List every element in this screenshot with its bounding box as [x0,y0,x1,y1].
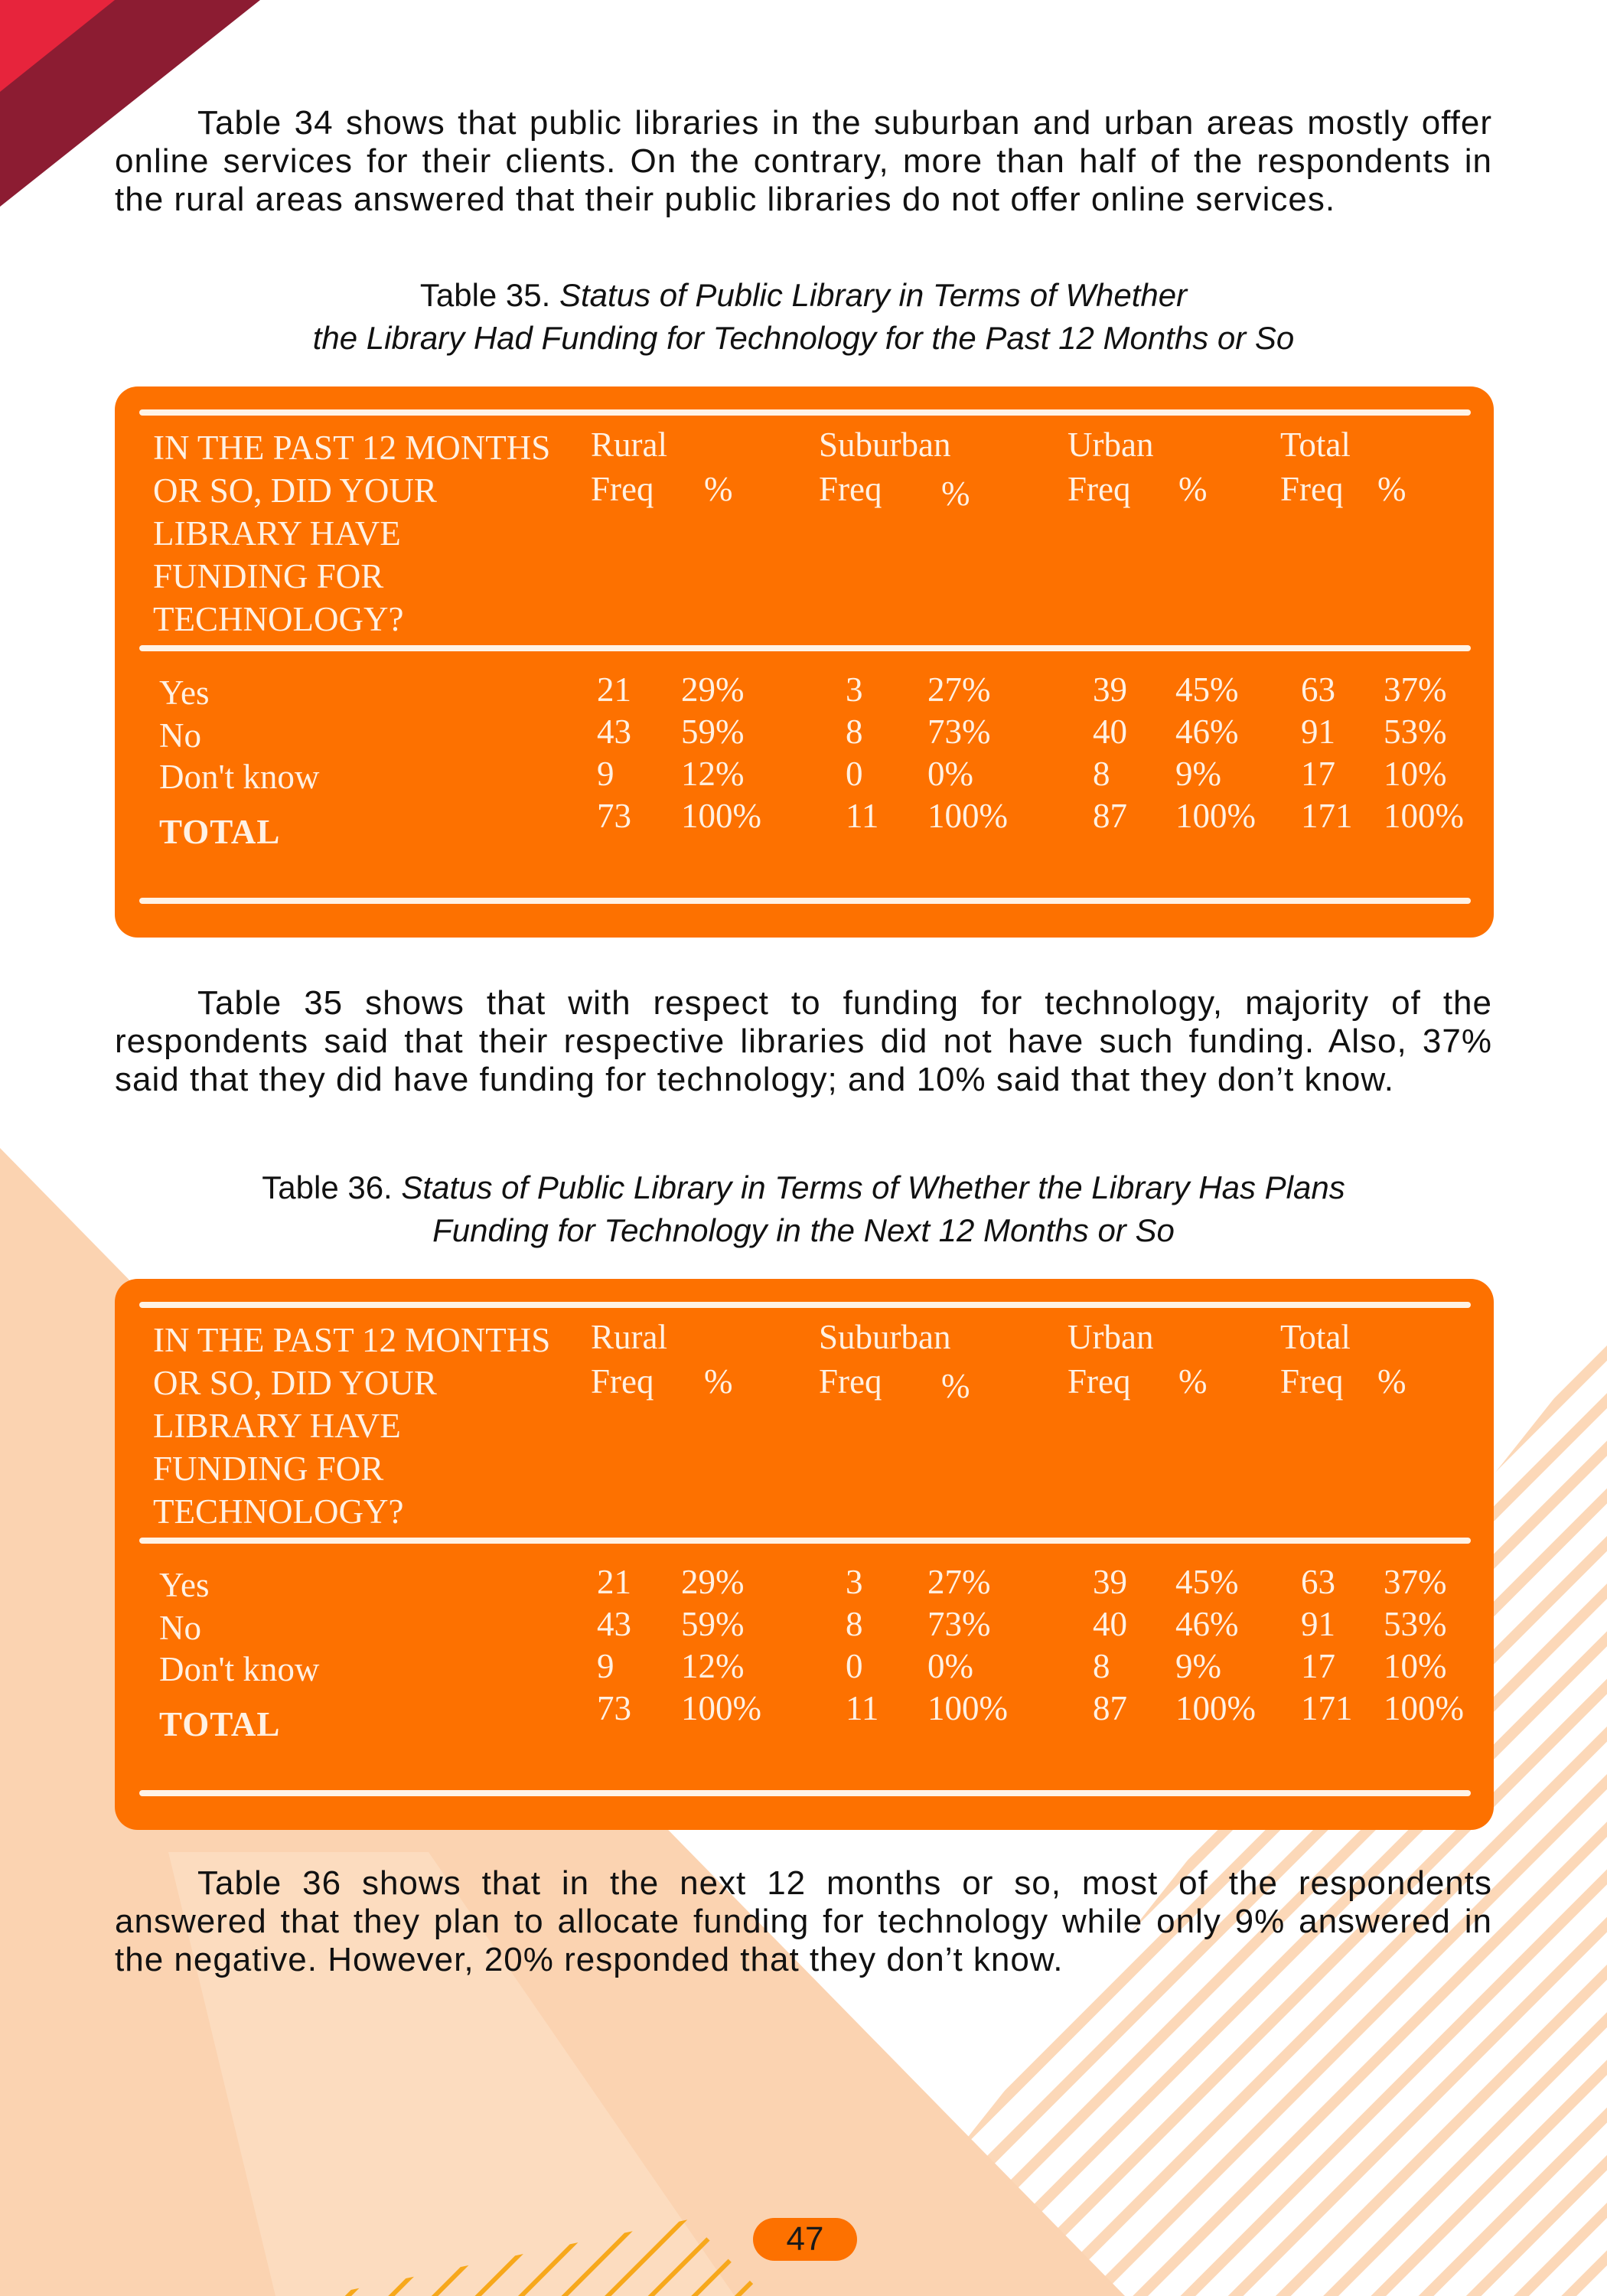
table-rule [139,645,1471,651]
freq-header: Freq [591,1362,654,1401]
freq-cell: 9 [597,755,614,793]
caption-title: Status of Public Library in Terms of Whether [559,277,1188,313]
percent-header: % [941,1367,970,1405]
percent-cell: 100% [681,1689,761,1727]
percent-header: % [704,470,733,508]
freq-cell: 11 [846,1689,879,1727]
freq-cell: 40 [1093,713,1127,751]
freq-cell: 17 [1301,1647,1335,1685]
freq-cell: 3 [846,1563,863,1601]
freq-cell: 0 [846,1647,863,1685]
row-label: No [159,716,201,755]
percent-cell: 9% [1175,1647,1221,1685]
row-label: Yes [159,673,210,712]
freq-cell: 40 [1093,1605,1127,1643]
freq-cell: 43 [597,1605,631,1643]
row-label: No [159,1609,201,1647]
percent-cell: 100% [1175,1689,1256,1727]
column-group-header: Rural [591,426,667,464]
paragraph-text: Table 35 shows that with respect to funding for technology, majority of the respondents said that their respective libraries did not have such funding. Also, 37% said that they did have funding for technology; and 10% said that they don’t know. [115,984,1492,1098]
paragraph-table-36 [115,1864,1492,1979]
table-36-caption [115,1166,1492,1252]
freq-cell: 171 [1301,797,1353,835]
table-question: IN THE PAST 12 MONTHS OR SO, DID YOUR LIBRARY HAVE FUNDING FOR TECHNOLOGY? [153,1321,551,1531]
freq-cell: 21 [597,1563,631,1601]
caption-line: the Library Had Funding for Technology for the Past 12 Months or So [312,320,1295,356]
column-group-header: Urban [1068,1318,1154,1356]
percent-cell: 100% [927,1689,1008,1727]
caption-title: Status of Public Library in Terms of Whether the Library Has Plans [401,1169,1345,1205]
freq-header: Freq [819,1362,882,1401]
column-group-header: Urban [1068,426,1154,464]
table-rule [139,1790,1471,1796]
freq-cell: 9 [597,1647,614,1685]
paragraph-table-35 [115,984,1492,1099]
percent-cell: 53% [1384,1605,1447,1643]
freq-header: Freq [1280,470,1344,508]
percent-cell: 46% [1175,713,1239,751]
percent-cell: 0% [927,755,973,793]
freq-cell: 63 [1301,670,1335,709]
column-group-header: Total [1280,426,1351,464]
freq-cell: 3 [846,670,863,709]
row-label: Yes [159,1566,210,1604]
freq-cell: 11 [846,797,879,835]
percent-cell: 0% [927,1647,973,1685]
freq-cell: 8 [1093,1647,1110,1685]
percent-cell: 100% [681,797,761,835]
table-rule [139,1538,1471,1544]
freq-cell: 8 [846,713,863,751]
column-group-header: Suburban [819,426,951,464]
freq-cell: 0 [846,755,863,793]
percent-cell: 12% [681,755,745,793]
caption-label: Table 35. [419,277,551,313]
percent-header: % [941,475,970,513]
percent-cell: 10% [1384,1647,1447,1685]
freq-cell: 39 [1093,670,1127,709]
paragraph-text: Table 36 shows that in the next 12 months or so, most of the respondents answered that they plan to allocate funding for technology while only 9% answered in the negative. However, 20% responded that they don’t know. [115,1864,1492,1978]
table-35-caption [115,274,1492,360]
percent-cell: 27% [927,670,991,709]
percent-cell: 59% [681,713,745,751]
table-35 [115,386,1494,938]
percent-header: % [1377,470,1407,508]
percent-cell: 73% [927,1605,991,1643]
percent-cell: 10% [1384,755,1447,793]
freq-cell: 8 [846,1605,863,1643]
freq-cell: 43 [597,713,631,751]
percent-cell: 59% [681,1605,745,1643]
freq-cell: 63 [1301,1563,1335,1601]
table-rule [139,1302,1471,1308]
freq-header: Freq [1068,470,1131,508]
percent-cell: 37% [1384,670,1447,709]
percent-header: % [1377,1362,1407,1401]
column-group-header: Suburban [819,1318,951,1356]
percent-cell: 46% [1175,1605,1239,1643]
caption-label: Table 36. [262,1169,393,1205]
percent-cell: 100% [1384,1689,1464,1727]
page-number: 47 [753,2218,857,2261]
freq-cell: 21 [597,670,631,709]
percent-cell: 100% [927,797,1008,835]
table-rule [139,898,1471,904]
freq-header: Freq [1068,1362,1131,1401]
freq-cell: 91 [1301,1605,1335,1643]
percent-cell: 27% [927,1563,991,1601]
row-label: Don't know [159,1650,320,1688]
percent-cell: 53% [1384,713,1447,751]
caption-line: Funding for Technology in the Next 12 Months or So [432,1212,1175,1248]
freq-header: Freq [1280,1362,1344,1401]
percent-cell: 100% [1384,797,1464,835]
freq-cell: 87 [1093,1689,1127,1727]
column-group-header: Rural [591,1318,667,1356]
column-group-header: Total [1280,1318,1351,1356]
paragraph-text: Table 34 shows that public libraries in the suburban and urban areas mostly offer online services for their clients. On the contrary, more than half of the respondents in the rural areas answered that their public libraries do not offer online services. [115,104,1492,218]
table-question: IN THE PAST 12 MONTHS OR SO, DID YOUR LIBRARY HAVE FUNDING FOR TECHNOLOGY? [153,429,551,638]
percent-cell: 100% [1175,797,1256,835]
table-rule [139,409,1471,416]
percent-cell: 29% [681,1563,745,1601]
percent-cell: 45% [1175,670,1239,709]
percent-cell: 73% [927,713,991,751]
freq-cell: 73 [597,1689,631,1727]
freq-cell: 8 [1093,755,1110,793]
freq-cell: 39 [1093,1563,1127,1601]
percent-cell: 37% [1384,1563,1447,1601]
row-label: Don't know [159,758,320,796]
freq-cell: 91 [1301,713,1335,751]
total-row-label: TOTAL [159,1705,281,1743]
percent-cell: 12% [681,1647,745,1685]
percent-cell: 29% [681,670,745,709]
freq-cell: 17 [1301,755,1335,793]
table-36 [115,1279,1494,1830]
freq-header: Freq [591,470,654,508]
percent-header: % [1178,1362,1208,1401]
freq-header: Freq [819,470,882,508]
freq-cell: 171 [1301,1689,1353,1727]
paragraph-table-34 [115,104,1492,219]
percent-header: % [704,1362,733,1401]
percent-header: % [1178,470,1208,508]
freq-cell: 73 [597,797,631,835]
caption-line [115,274,1492,317]
total-row-label: TOTAL [159,813,281,851]
percent-cell: 9% [1175,755,1221,793]
percent-cell: 45% [1175,1563,1239,1601]
caption-line [115,1166,1492,1209]
freq-cell: 87 [1093,797,1127,835]
